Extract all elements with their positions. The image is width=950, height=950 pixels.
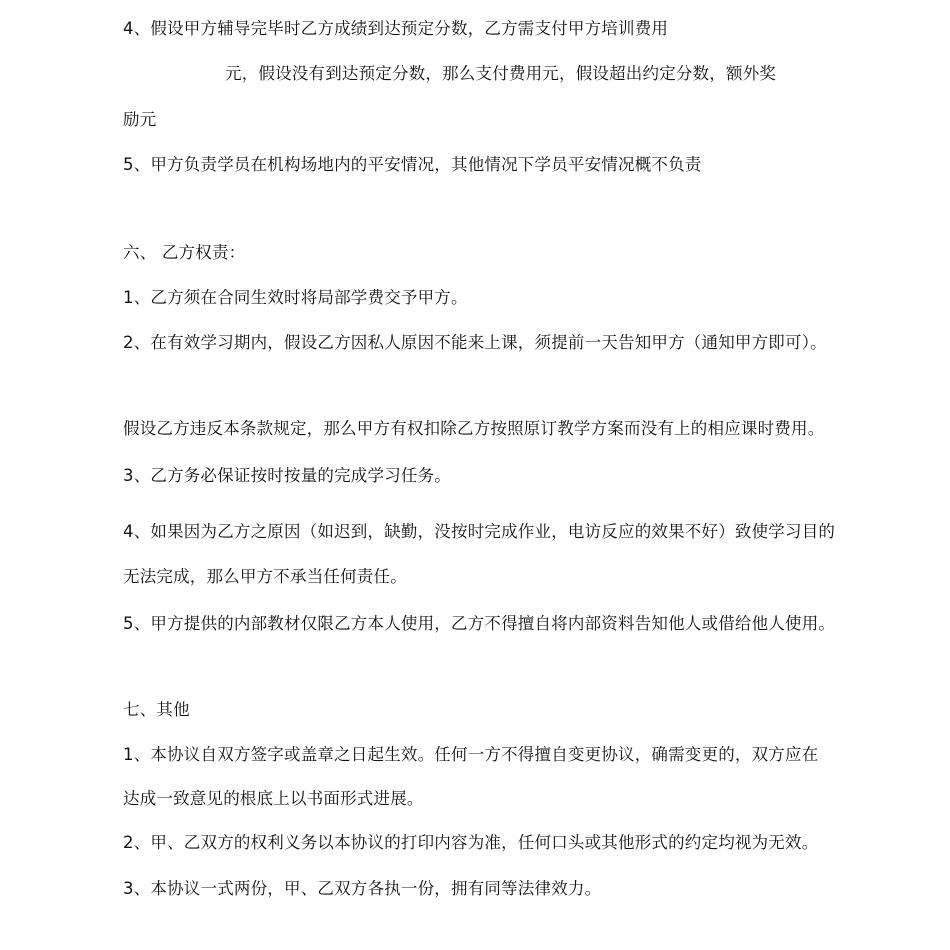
section-six-item-5: 5、甲方提供的内部教材仅限乙方本人使用，乙方不得擅自将内部资料告知他人或借给他人使用。 — [123, 614, 836, 633]
section-six-paragraph: 假设乙方违反本条款规定，那么甲方有权扣除乙方按照原订教学方案而没有上的相应课时费用。 — [123, 419, 825, 438]
section-seven-item-1-line-2: 达成一致意见的根底上以书面形式进展。 — [123, 789, 424, 808]
section-six-item-4-line-2: 无法完成，那么甲方不承当任何责任。 — [123, 567, 407, 586]
clause-4-line-3: 励元 — [123, 110, 157, 129]
section-seven-item-1-line-1: 1、本协议自双方签字或盖章之日起生效。任何一方不得擅自变更协议，确需变更的，双方应在 — [123, 745, 819, 764]
clause-4-line-2: 元，假设没有到达预定分数，那么支付费用元，假设超出约定分数，额外奖 — [225, 64, 777, 83]
section-six-item-4-line-1: 4、如果因为乙方之原因（如迟到，缺勤，没按时完成作业，电访反应的效果不好）致使学习目的 — [123, 522, 836, 541]
section-six-item-3: 3、乙方务必保证按时按量的完成学习任务。 — [123, 466, 451, 485]
section-seven-item-2: 2、甲、乙双方的权利义务以本协议的打印内容为准，任何口头或其他形式的约定均视为无效。 — [123, 833, 819, 852]
section-six-item-1: 1、乙方须在合同生效时将局部学费交予甲方。 — [123, 288, 468, 307]
section-seven-item-3: 3、本协议一式两份，甲、乙双方各执一份，拥有同等法律效力。 — [123, 879, 602, 898]
section-six-heading: 六、 乙方权责： — [123, 243, 246, 262]
clause-5-line: 5、甲方负责学员在机构场地内的平安情况，其他情况下学员平安情况概不负责 — [123, 155, 702, 174]
section-six-item-2: 2、在有效学习期内，假设乙方因私人原因不能来上课，须提前一天告知甲方（通知甲方即可）。 — [123, 333, 827, 352]
clause-4-line-1: 4、假设甲方辅导完毕时乙方成绩到达预定分数，乙方需支付甲方培训费用 — [123, 19, 669, 38]
section-seven-heading: 七、其他 — [123, 700, 190, 719]
